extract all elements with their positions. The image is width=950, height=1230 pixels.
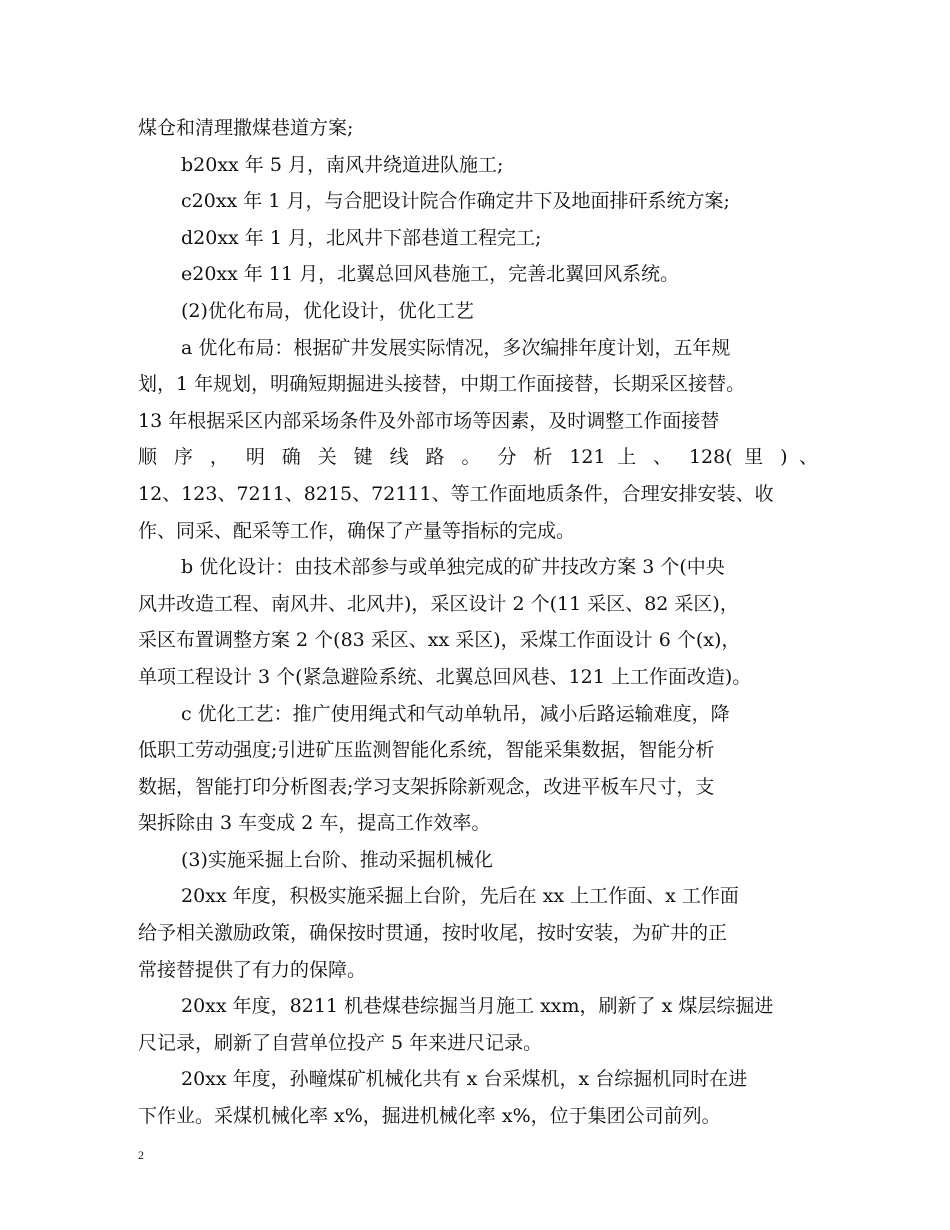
text-line: c20xx 年 1 月，与合肥设计院合作确定井下及地面排矸系统方案; (181, 190, 730, 213)
section-heading: (3)实施采掘上台阶、推动采掘机械化 (181, 848, 493, 871)
text-line: 煤仓和清理撒煤巷道方案; (138, 117, 354, 139)
section-heading: (2)优化布局，优化设计，优化工艺 (181, 299, 474, 322)
text-line: 20xx 年度，积极实施采掘上台阶，先后在 xx 上工作面、x 工作面 (181, 885, 739, 908)
text-line: 给予相关激励政策，确保按时贯通，按时收尾，按时安装，为矿井的正 (138, 922, 728, 945)
page-number: 2 (138, 1148, 144, 1162)
text-line: 数据，智能打印分析图表;学习支架拆除新观念，改进平板车尺寸，支 (138, 775, 715, 798)
text-line: 划，1 年规划，明确短期掘进头接替，中期工作面接替，长期采区接替。 (138, 373, 746, 396)
text-line: a 优化布局：根据矿井发展实际情况，多次编排年度计划，五年规 (181, 336, 731, 359)
text-line: 单项工程设计 3 个(紧急避险系统、北翼总回风巷、121 上工作面改造)。 (138, 665, 752, 688)
text-line: 作、同采、配采等工作，确保了产量等指标的完成。 (138, 519, 576, 542)
text-line: d20xx 年 1 月，北风井下部巷道工程完工; (181, 226, 542, 249)
text-line: c 优化工艺：推广使用绳式和气动单轨吊，减小后路运输难度，降 (181, 702, 730, 725)
text-line: 尺记录，刷新了自营单位投产 5 年来进尺记录。 (138, 1031, 543, 1054)
text-line: e20xx 年 11 月，北翼总回风巷施工，完善北翼回风系统。 (181, 263, 680, 286)
text-line: b20xx 年 5 月，南风井绕道进队施工; (181, 153, 504, 176)
text-line: 下作业。采煤机械化率 x%，掘进机械化率 x%，位于集团公司前列。 (138, 1105, 721, 1128)
text-line: 架拆除由 3 车变成 2 车，提高工作效率。 (138, 812, 491, 835)
text-line: 风井改造工程、南风井、北风井)，采区设计 2 个(11 采区、82 采区)， (138, 592, 739, 615)
text-line: 低职工劳动强度;引进矿压监测智能化系统，智能采集数据，智能分析 (138, 739, 715, 762)
document-body (138, 110, 818, 1135)
text-line: 20xx 年度，8211 机巷煤巷综掘当月施工 xxm，刷新了 x 煤层综掘进 (181, 995, 774, 1018)
text-line: 采区布置调整方案 2 个(83 采区、xx 采区)，采煤工作面设计 6 个(x)， (138, 629, 741, 652)
text-line: 顺 序 ， 明 确 关 键 线 路 。 分 析 121 上 、 128( 里 ) 、 (138, 446, 818, 469)
text-line: 常接替提供了有力的保障。 (138, 958, 367, 981)
text-line: 12、123、7211、8215、72111、等工作面地质条件，合理安排安装、收 (138, 482, 774, 505)
text-line: 20xx 年度，孙疃煤矿机械化共有 x 台采煤机，x 台综掘机同时在进 (181, 1068, 748, 1091)
text-line: b 优化设计：由技术部参与或单独完成的矿井技改方案 3 个(中央 (181, 556, 725, 579)
text-line: 13 年根据采区内部采场条件及外部市场等因素，及时调整工作面接替 (138, 409, 720, 432)
